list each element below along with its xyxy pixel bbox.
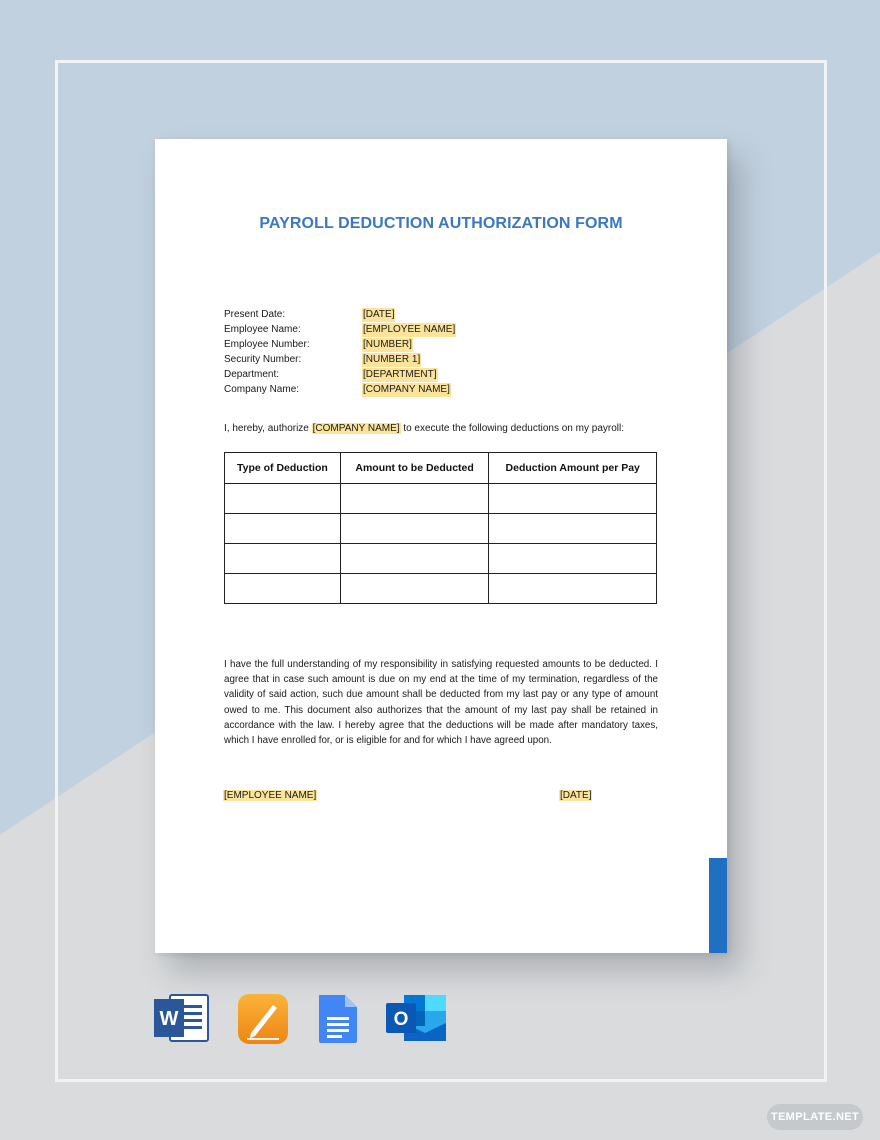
- table-cell: [340, 544, 489, 574]
- table-cell: [489, 514, 657, 544]
- word-icon[interactable]: [154, 993, 210, 1045]
- table-cell: [489, 574, 657, 604]
- field-label: Present Date:: [224, 309, 286, 320]
- document-page: [155, 139, 727, 953]
- google-docs-icon[interactable]: [317, 993, 359, 1045]
- authorize-prefix: I, hereby, authorize: [224, 423, 312, 434]
- table-cell: [225, 574, 341, 604]
- table-row: [225, 574, 657, 604]
- table-header-row: [225, 453, 657, 484]
- field-label: Company Name:: [224, 384, 300, 395]
- field-label: Employee Name:: [224, 324, 301, 335]
- table-row: [225, 484, 657, 514]
- column-header: Deduction Amount per Pay: [489, 453, 657, 484]
- accent-bar: [709, 858, 727, 953]
- outlook-icon[interactable]: [386, 993, 448, 1045]
- table-cell: [225, 484, 341, 514]
- authorize-suffix: to execute the following deductions on my payroll:: [400, 423, 624, 434]
- field-value: [COMPANY NAME]: [363, 384, 450, 395]
- table-cell: [340, 514, 489, 544]
- outlook-letter: O: [393, 1009, 409, 1030]
- field-value: [NUMBER]: [363, 339, 412, 350]
- deductions-table: [224, 452, 657, 604]
- column-header: Amount to be Deducted: [340, 453, 489, 484]
- authorization-statement: [224, 423, 624, 434]
- template-net-badge: TEMPLATE.NET: [767, 1104, 863, 1130]
- authorize-company: [COMPANY NAME]: [312, 423, 400, 434]
- pages-icon[interactable]: [237, 993, 289, 1045]
- field-value: [EMPLOYEE NAME]: [363, 324, 456, 335]
- terms-paragraph: I have the full understanding of my responsibility in satisfying requested amounts to be deducted. I agree that in case such amount is due on my end at the time of my termination, regardless of the validity of said action, such due amount shall be deducted from my last pay or any type of amount owed to me. This document also authorizes that the amount of my last pay shall be retained in accordance with the law. I hereby agree that the deductions will be made after mandatory taxes, which I have enrolled for, or is eligible for and for which I have agreed upon.: [224, 659, 658, 747]
- field-label: Security Number:: [224, 354, 302, 365]
- table-row: [225, 514, 657, 544]
- signature-date: [DATE]: [560, 790, 592, 801]
- word-letter: W: [159, 1008, 179, 1030]
- column-header: Type of Deduction: [225, 453, 341, 484]
- field-label: Employee Number:: [224, 339, 310, 350]
- signature-employee-name: [EMPLOYEE NAME]: [224, 790, 317, 801]
- field-value: [DATE]: [363, 309, 395, 320]
- field-value: [NUMBER 1]: [363, 354, 421, 365]
- field-label: Department:: [224, 369, 280, 380]
- table-cell: [340, 574, 489, 604]
- table-cell: [489, 544, 657, 574]
- table-cell: [225, 514, 341, 544]
- table-row: [225, 544, 657, 574]
- form-title: PAYROLL DEDUCTION AUTHORIZATION FORM: [259, 215, 623, 232]
- field-value: [DEPARTMENT]: [363, 369, 437, 380]
- table-cell: [225, 544, 341, 574]
- table-cell: [340, 484, 489, 514]
- table-cell: [489, 484, 657, 514]
